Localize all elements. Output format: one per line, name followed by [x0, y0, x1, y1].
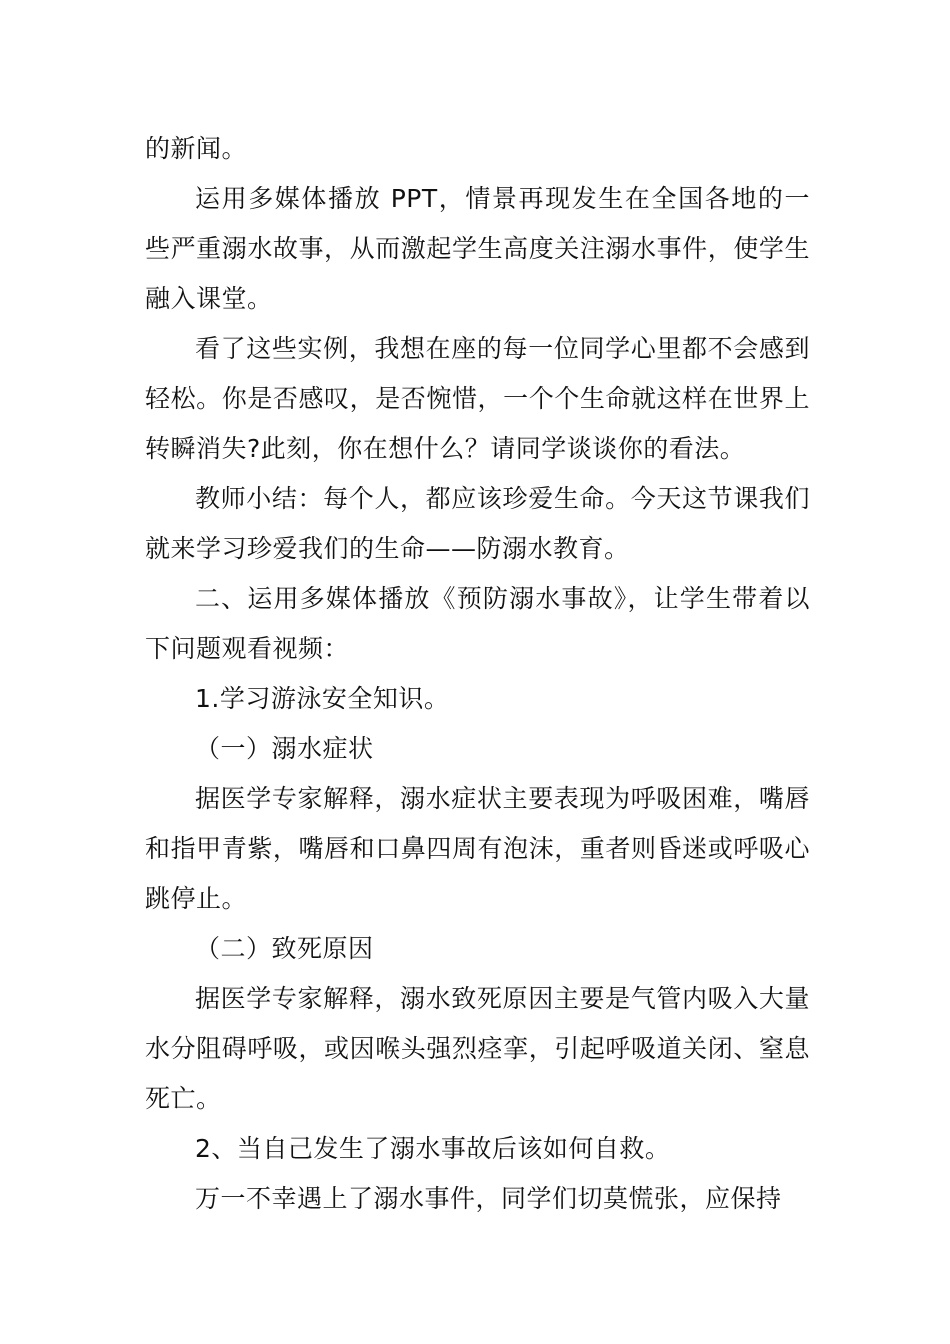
paragraph-teacher-summary: 教师小结：每个人，都应该珍爱生命。今天这节课我们就来学习珍爱我们的生命——防溺水教育。 [145, 484, 810, 563]
subheading-symptoms: （一）溺水症状 [195, 734, 374, 763]
document-body [145, 124, 810, 1224]
paragraph-causes: 据医学专家解释，溺水致死原因主要是气管内吸入大量水分阻碍呼吸，或因喉头强烈痉挛，引起呼吸道关闭、窒息死亡。 [145, 984, 810, 1113]
subheading-causes: （二）致死原因 [195, 934, 374, 963]
paragraph-multimedia-ppt: 运用多媒体播放 PPT，情景再现发生在全国各地的一些严重溺水故事，从而激起学生高度关注溺水事件，使学生融入课堂。 [145, 184, 810, 313]
paragraph-self-rescue: 万一不幸遇上了溺水事件，同学们切莫慌张，应保持 [195, 1184, 782, 1213]
section-heading-video: 二、运用多媒体播放《预防溺水事故》，让学生带着以下问题观看视频： [145, 584, 810, 663]
subheading-swimming-safety: 1.学习游泳安全知识。 [195, 684, 450, 713]
paragraph-symptoms: 据医学专家解释，溺水症状主要表现为呼吸困难，嘴唇和指甲青紫，嘴唇和口鼻四周有泡沫，重者则昏迷或呼吸心跳停止。 [145, 784, 810, 913]
paragraph-continuation: 的新闻。 [145, 134, 248, 163]
paragraph-reflection: 看了这些实例，我想在座的每一位同学心里都不会感到轻松。你是否感叹，是否惋惜，一个个生命就这样在世界上转瞬消失?此刻，你在想什么？请同学谈谈你的看法。 [145, 334, 810, 463]
subheading-self-rescue: 2、当自己发生了溺水事故后该如何自救。 [195, 1134, 671, 1163]
